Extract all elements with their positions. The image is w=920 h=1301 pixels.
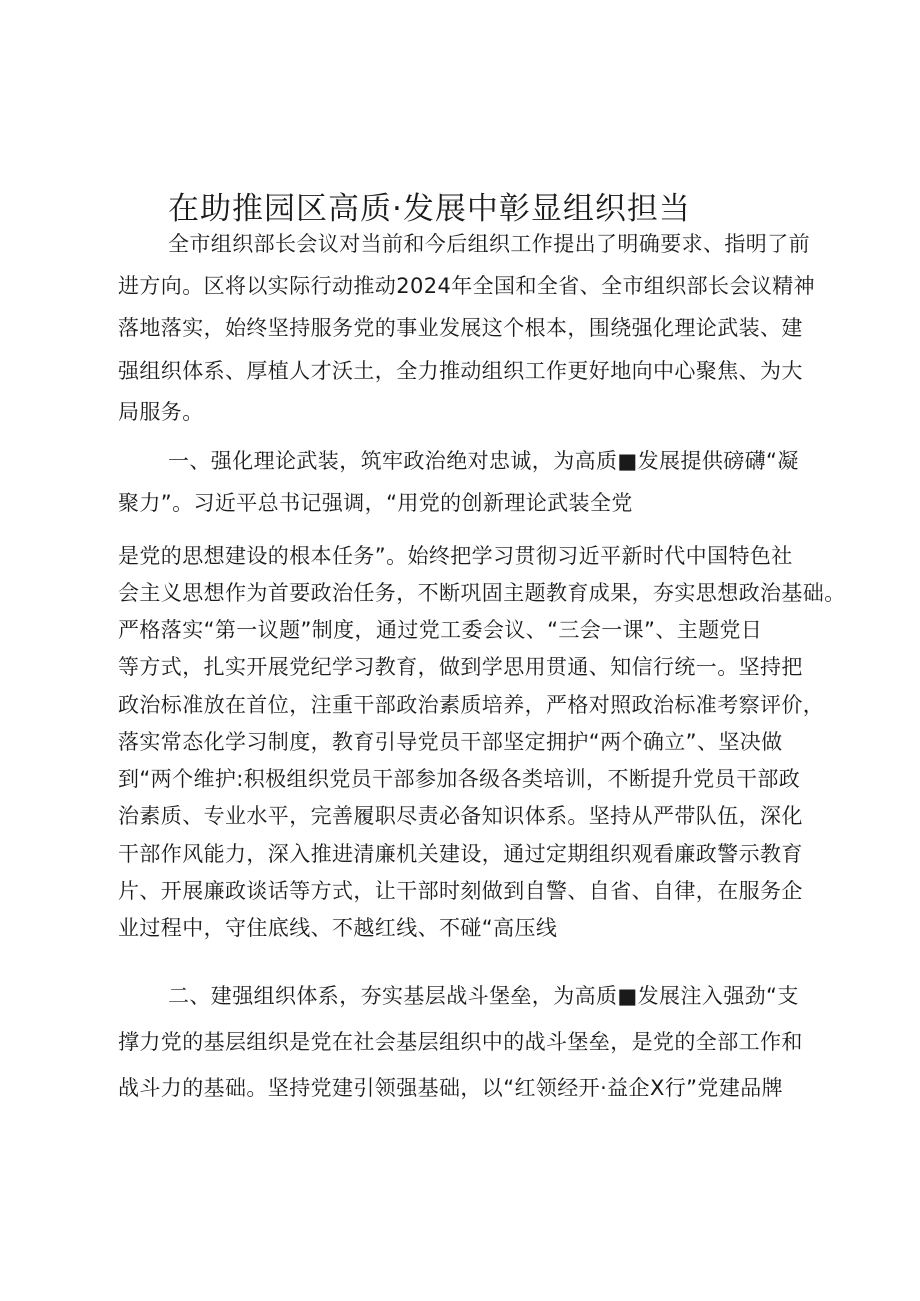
- paragraph-line: 治素质、专业水平，完善履职尽责必备知识体系。坚持从严带队伍，深化: [118, 804, 803, 828]
- section-heading-line: 聚力”。习近平总书记强调，“用党的创新理论武装全党: [118, 491, 633, 515]
- paragraph-line: 等方式，扎实开展党纪学习教育，做到学思用贯通、知信行统一。坚持把: [118, 655, 803, 679]
- section-heading-line: 一、强化理论武装，筑牢政治绝对忠诚，为高质■发展提供磅礴“凝: [168, 449, 799, 473]
- paragraph-line: 落地落实，始终坚持服务党的事业发展这个根本，围绕强化理论武装、建: [118, 316, 803, 340]
- paragraph-line: 强组织体系、厚植人才沃土，全力推动组织工作更好地向中心聚焦、为大: [118, 359, 803, 383]
- paragraph-line: 战斗力的基础。坚持党建引领强基础，以“红领经开·益企X行”党建品牌: [118, 1076, 784, 1100]
- paragraph-line: 政治标准放在首位，注重干部政治素质培养，严格对照政治标准考察评价，: [118, 693, 825, 717]
- paragraph-line: 撑力党的基层组织是党在社会基层组织中的战斗堡垒，是党的全部工作和: [118, 1030, 803, 1054]
- paragraph-line: 片、开展廉政谈话等方式，让干部时刻做到自警、自省、自律，在服务企: [118, 879, 803, 903]
- paragraph-line: 干部作风能力，深入推进清廉机关建设，通过定期组织观看廉政警示教育: [118, 842, 803, 866]
- paragraph-line: 落实常态化学习制度，教育引导党员干部坚定拥护“两个确立”、坚决做: [118, 730, 783, 754]
- paragraph-line: 业过程中，守住底线、不越红线、不碰“高压线: [118, 916, 558, 940]
- paragraph-line: 进方向。区将以实际行动推动2024年全国和全省、全市组织部长会议精神: [118, 274, 816, 298]
- paragraph-line: 严格落实“第一议题”制度，通过党工委会议、“三会一课”、主题党日: [118, 618, 763, 642]
- document-title: 在助推园区高质·发展中彰显组织担当: [168, 190, 691, 227]
- paragraph-line: 全市组织部长会议对当前和今后组织工作提出了明确要求、指明了前: [168, 232, 810, 256]
- paragraph-line: 局服务。: [118, 400, 204, 424]
- section-heading-line: 二、建强组织体系，夯实基层战斗堡垒，为高质■发展注入强劲“支: [168, 984, 799, 1008]
- paragraph-line: 会主义思想作为首要政治任务，不断巩固主题教育成果，夯实思想政治基础。: [118, 581, 846, 605]
- paragraph-line: 是党的思想建设的根本任务”。始终把学习贯彻习近平新时代中国特色社: [118, 544, 793, 568]
- paragraph-line: 到“两个维护:积极组织党员干部参加各级各类培训，不断提升党员干部政: [118, 767, 801, 791]
